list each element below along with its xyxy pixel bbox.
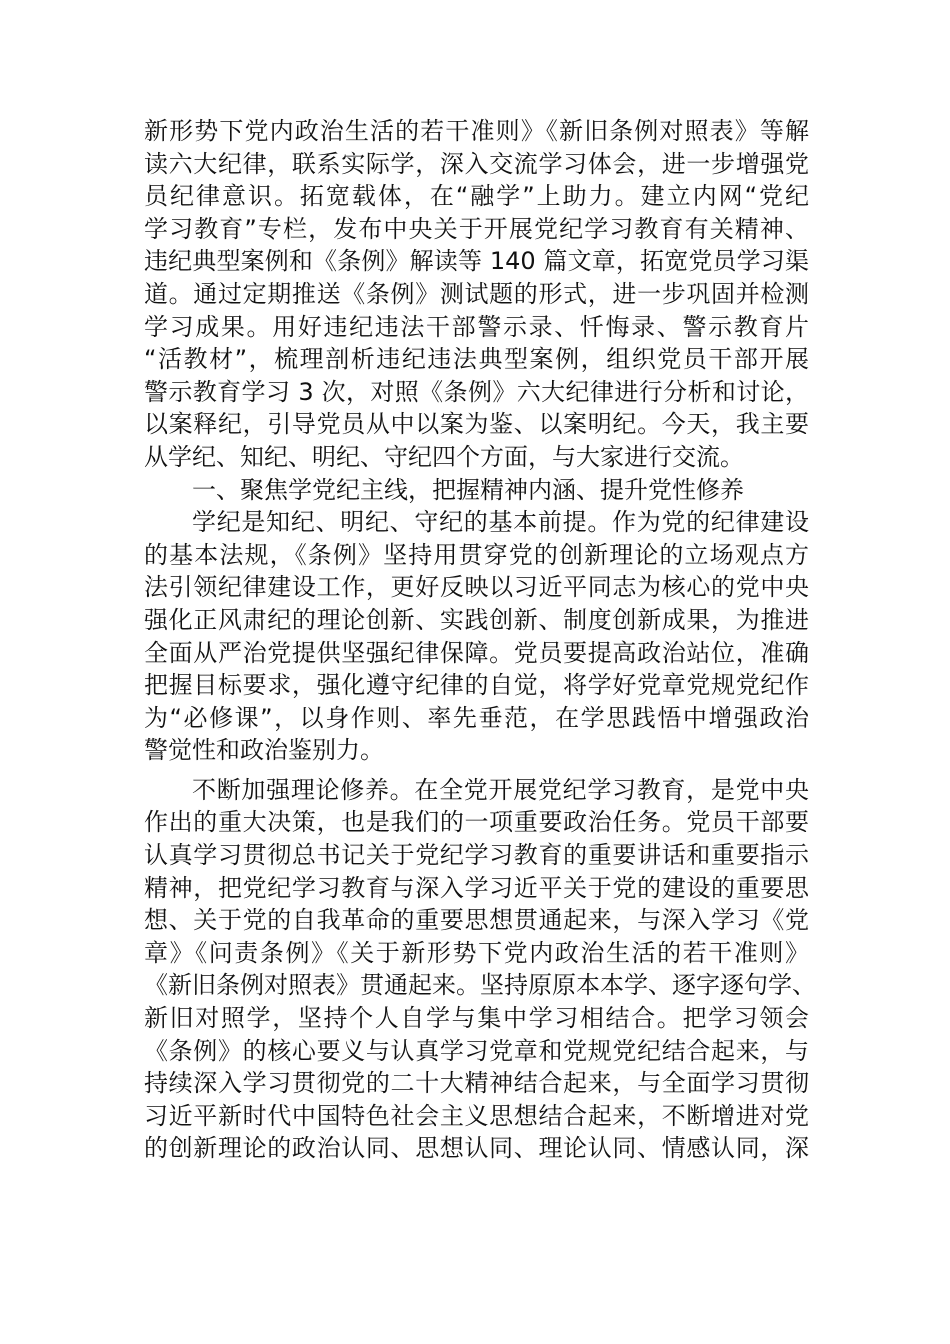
text-line: 违纪典型案例和《条例》解读等 140 篇文章，拓宽党员学习渠 [144,247,809,276]
text-line: 《条例》的核心要义与认真学习党章和党规党纪结合起来，与 [144,1036,809,1065]
text-line: 的创新理论的政治认同、思想认同、理论认同、情感认同，深 [144,1134,809,1163]
paragraph-gap [144,767,809,774]
text-line: 以案释纪，引导党员从中以案为鉴、以案明纪。今天，我主要 [144,410,809,439]
text-line: 学习教育”专栏，发布中央关于开展党纪学习教育有关精神、 [144,214,809,243]
text-line: 把握目标要求，强化遵守纪律的自觉，将学好党章党规党纪作 [144,671,809,700]
text-line: 精神，把党纪学习教育与深入学习近平关于党的建设的重要思 [144,873,809,902]
text-line: 作出的重大决策，也是我们的一项重要政治任务。党员干部要 [144,808,809,837]
text-line: 从学纪、知纪、明纪、守纪四个方面，与大家进行交流。 [144,442,744,471]
text-line: 警示教育学习 3 次，对照《条例》六大纪律进行分析和讨论， [144,377,809,406]
section-heading: 一、聚焦学党纪主线，把握精神内涵、提升党性修养 [192,475,744,504]
text-line: “活教材”，梳理剖析违纪违法典型案例，组织党员干部开展 [144,345,809,374]
text-line: 认真学习贯彻总书记关于党纪学习教育的重要讲话和重要指示 [144,841,809,870]
text-line: 全面从严治党提供坚强纪律保障。党员要提高政治站位，准确 [144,638,809,667]
text-line: 道。通过定期推送《条例》测试题的形式，进一步巩固并检测 [144,279,809,308]
text-line: 学习成果。用好违纪违法干部警示录、忏悔录、警示教育片 [144,312,809,341]
text-line: 员纪律意识。拓宽载体，在“融学”上助力。建立内网“党纪 [144,182,809,211]
text-line: 警觉性和政治鉴别力。 [144,736,384,765]
text-line: 章》《问责条例》《关于新形势下党内政治生活的若干准则》 [144,938,809,967]
text-line: 学纪是知纪、明纪、守纪的基本前提。作为党的纪律建设 [192,508,809,537]
document-body [144,115,816,1165]
text-line: 的基本法规，《条例》坚持用贯穿党的创新理论的立场观点方 [144,540,809,569]
text-line: 新形势下党内政治生活的若干准则》《新旧条例对照表》等解 [144,117,809,145]
text-line: 强化正风肃纪的理论创新、实践创新、制度创新成果，为推进 [144,605,809,634]
text-line: 习近平新时代中国特色社会主义思想结合起来，不断增进对党 [144,1101,809,1130]
text-line: 想、关于党的自我革命的重要思想贯通起来，与深入学习《党 [144,906,809,935]
text-line: 持续深入学习贯彻党的二十大精神结合起来，与全面学习贯彻 [144,1069,809,1098]
text-line: 读六大纪律，联系实际学，深入交流学习体会，进一步增强党 [144,149,809,178]
text-line: 不断加强理论修养。在全党开展党纪学习教育，是党中央 [192,775,809,804]
text-line: 《新旧条例对照表》贯通起来。坚持原原本本学、逐字逐句学、 [144,971,816,1000]
text-line: 法引领纪律建设工作，更好反映以习近平同志为核心的党中央 [144,573,809,602]
text-line: 新旧对照学，坚持个人自学与集中学习相结合。把学习领会 [144,1004,809,1033]
text-line: 为“必修课”，以身作则、率先垂范，在学思践悟中增强政治 [144,703,809,732]
